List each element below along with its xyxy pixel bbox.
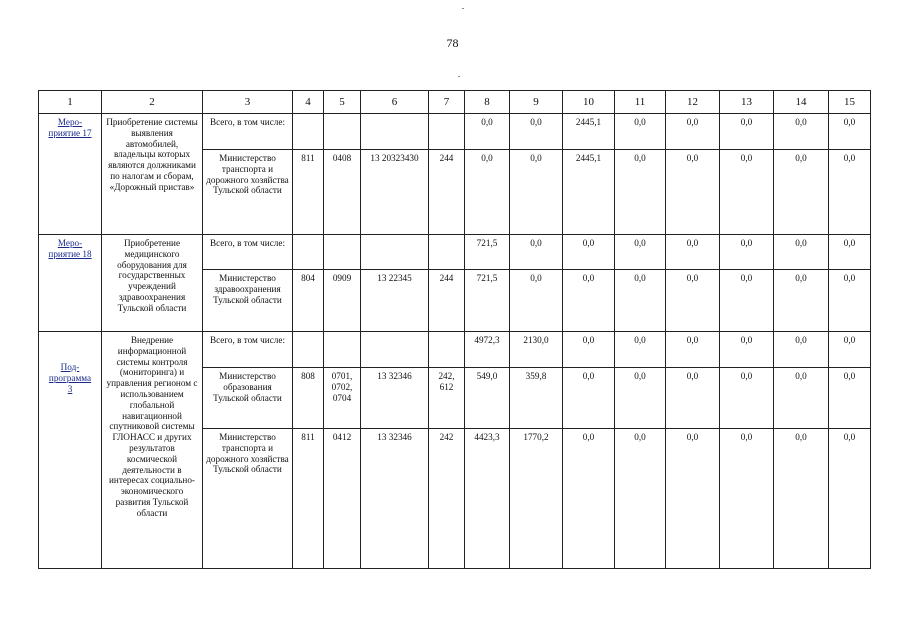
- value-cell: [361, 114, 429, 150]
- value-cell: [429, 114, 465, 150]
- value-cell: 0,0: [829, 114, 871, 150]
- header-cell: 4: [293, 91, 324, 114]
- value-cell: 0,0: [666, 114, 720, 150]
- value-cell: 0,0: [563, 429, 615, 569]
- header-cell: 11: [615, 91, 666, 114]
- value-cell: 13 20323430: [361, 150, 429, 235]
- value-cell: [324, 235, 361, 270]
- value-cell: 0909: [324, 270, 361, 332]
- header-cell: 7: [429, 91, 465, 114]
- item-name-cell: [39, 114, 102, 235]
- value-cell: 0,0: [720, 235, 774, 270]
- value-cell: 0,0: [774, 368, 829, 429]
- header-cell: 6: [361, 91, 429, 114]
- value-cell: 0,0: [666, 235, 720, 270]
- value-cell: 244: [429, 270, 465, 332]
- value-cell: 0,0: [829, 368, 871, 429]
- value-cell: 0,0: [666, 429, 720, 569]
- value-cell: 0,0: [615, 114, 666, 150]
- value-cell: [293, 114, 324, 150]
- source-cell: Министерство здравоохранения Тульской области: [203, 270, 293, 332]
- value-cell: 0,0: [829, 235, 871, 270]
- table-row: [39, 235, 871, 270]
- value-cell: 244: [429, 150, 465, 235]
- value-cell: 0,0: [666, 368, 720, 429]
- value-cell: 0,0: [774, 332, 829, 368]
- value-cell: 2130,0: [510, 332, 563, 368]
- header-cell: 13: [720, 91, 774, 114]
- value-cell: 0,0: [720, 429, 774, 569]
- value-cell: 242: [429, 429, 465, 569]
- value-cell: 0,0: [465, 114, 510, 150]
- value-cell: 0,0: [774, 429, 829, 569]
- header-cell: 2: [102, 91, 203, 114]
- value-cell: 721,5: [465, 235, 510, 270]
- value-cell: 0,0: [615, 332, 666, 368]
- header-cell: 5: [324, 91, 361, 114]
- value-cell: 13 32346: [361, 368, 429, 429]
- value-cell: 0,0: [720, 150, 774, 235]
- value-cell: [324, 114, 361, 150]
- value-cell: 2445,1: [563, 114, 615, 150]
- header-cell: 15: [829, 91, 871, 114]
- value-cell: 0,0: [563, 235, 615, 270]
- value-cell: 1770,2: [510, 429, 563, 569]
- value-cell: 0,0: [720, 114, 774, 150]
- value-cell: 0412: [324, 429, 361, 569]
- source-cell: Министерство образования Тульской области: [203, 368, 293, 429]
- value-cell: 0,0: [829, 332, 871, 368]
- value-cell: 0,0: [829, 150, 871, 235]
- value-cell: 0,0: [615, 150, 666, 235]
- value-cell: 0,0: [510, 270, 563, 332]
- value-cell: 811: [293, 429, 324, 569]
- source-cell: Министерство транспорта и дорожного хозяйства Тульской области: [203, 150, 293, 235]
- value-cell: 13 32346: [361, 429, 429, 569]
- value-cell: 0,0: [774, 235, 829, 270]
- value-cell: 804: [293, 270, 324, 332]
- source-cell: Министерство транспорта и дорожного хозяйства Тульской области: [203, 429, 293, 569]
- header-row: [39, 91, 871, 114]
- value-cell: [361, 332, 429, 368]
- budget-table: [38, 90, 871, 569]
- value-cell: [361, 235, 429, 270]
- item-description: Приобретение медицинского оборудования для государственных учреждений здравоохранения Тульской области: [102, 235, 203, 332]
- value-cell: 359,8: [510, 368, 563, 429]
- value-cell: 0,0: [615, 270, 666, 332]
- value-cell: 808: [293, 368, 324, 429]
- source-cell: Всего, в том числе:: [203, 332, 293, 368]
- value-cell: 13 22345: [361, 270, 429, 332]
- value-cell: 0,0: [510, 150, 563, 235]
- value-cell: 0,0: [666, 270, 720, 332]
- value-cell: 0,0: [465, 150, 510, 235]
- scan-speck: [462, 8, 464, 9]
- item-name-link[interactable]: Меро- приятие 17: [48, 117, 92, 138]
- value-cell: 0,0: [829, 429, 871, 569]
- value-cell: [293, 332, 324, 368]
- value-cell: 0,0: [563, 368, 615, 429]
- value-cell: 0408: [324, 150, 361, 235]
- header-cell: 3: [203, 91, 293, 114]
- value-cell: 0,0: [510, 114, 563, 150]
- source-cell: Всего, в том числе:: [203, 114, 293, 150]
- item-description: Внедрение информационной системы контроля (мониторинга) и управления регионом с использованием глобальной навигационной спутниковой системы ГЛОНАСС и других результатов космической деятельности в интересах социально-экономического развития Тульской области: [102, 332, 203, 569]
- header-cell: 14: [774, 91, 829, 114]
- item-name-link[interactable]: Под- программа 3: [48, 362, 92, 394]
- value-cell: 811: [293, 150, 324, 235]
- item-description: Приобретение системы выявления автомобилей, владельцы которых являются должниками по налогам и сборам, «Дорожный пристав»: [102, 114, 203, 235]
- value-cell: 0,0: [666, 150, 720, 235]
- value-cell: 0,0: [615, 368, 666, 429]
- value-cell: [429, 332, 465, 368]
- value-cell: 0,0: [720, 332, 774, 368]
- value-cell: [324, 332, 361, 368]
- value-cell: 0,0: [720, 368, 774, 429]
- header-cell: 1: [39, 91, 102, 114]
- value-cell: 0,0: [720, 270, 774, 332]
- value-cell: 0701, 0702, 0704: [324, 368, 361, 429]
- item-name-cell: [39, 332, 102, 569]
- value-cell: 242, 612: [429, 368, 465, 429]
- table-row: [39, 332, 871, 368]
- value-cell: 721,5: [465, 270, 510, 332]
- table-row: [39, 114, 871, 150]
- value-cell: 0,0: [829, 270, 871, 332]
- value-cell: 0,0: [774, 114, 829, 150]
- item-name-link[interactable]: Меро- приятие 18: [48, 238, 92, 259]
- source-cell: Всего, в том числе:: [203, 235, 293, 270]
- page-number: 78: [446, 36, 459, 50]
- value-cell: 0,0: [774, 150, 829, 235]
- value-cell: 0,0: [666, 332, 720, 368]
- value-cell: [429, 235, 465, 270]
- header-cell: 12: [666, 91, 720, 114]
- value-cell: 549,0: [465, 368, 510, 429]
- scan-speck: [458, 76, 460, 77]
- item-name-cell: [39, 235, 102, 332]
- value-cell: [293, 235, 324, 270]
- value-cell: 0,0: [510, 235, 563, 270]
- value-cell: 4972,3: [465, 332, 510, 368]
- value-cell: 0,0: [615, 235, 666, 270]
- value-cell: 2445,1: [563, 150, 615, 235]
- value-cell: 0,0: [563, 270, 615, 332]
- value-cell: 0,0: [563, 332, 615, 368]
- header-cell: 8: [465, 91, 510, 114]
- header-cell: 10: [563, 91, 615, 114]
- value-cell: 4423,3: [465, 429, 510, 569]
- header-cell: 9: [510, 91, 563, 114]
- value-cell: 0,0: [615, 429, 666, 569]
- value-cell: 0,0: [774, 270, 829, 332]
